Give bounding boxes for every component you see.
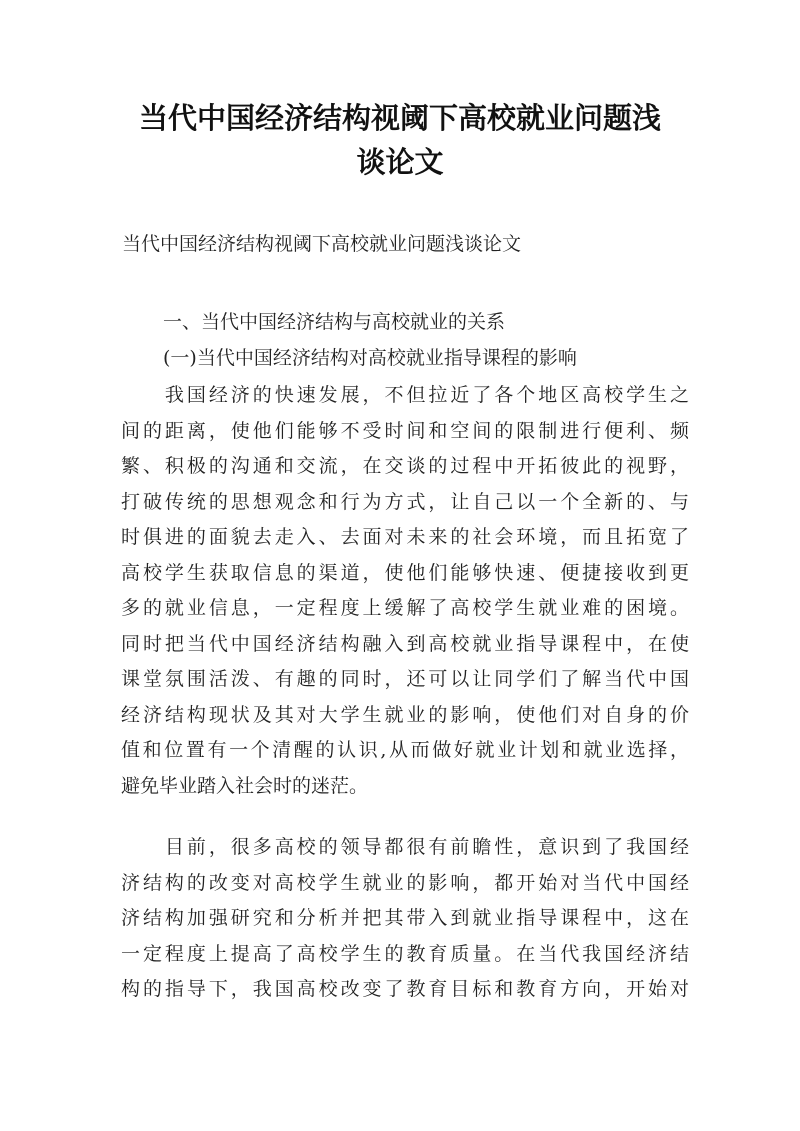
- paragraph-line: 间的距离，使他们能够不受时间和空间的限制进行便利、频: [121, 419, 689, 442]
- paragraph-line: 值和位置有一个清醒的认识,从而做好就业计划和就业选择，: [121, 739, 689, 761]
- paragraph-line: 时俱进的面貌去走入、去面对未来的社会环境，而且拓宽了: [121, 526, 689, 548]
- paragraph-line: 目前，很多高校的领导都很有前瞻性，意识到了我国经: [121, 836, 689, 858]
- section-heading: 一、当代中国经济结构与高校就业的关系: [163, 311, 506, 333]
- paragraph-line: 济结构的改变对高校学生就业的影响，都开始对当代中国经: [121, 871, 689, 894]
- paragraph-line: 打破传统的思想观念和行为方式，让自己以一个全新的、与: [121, 490, 689, 513]
- paragraph-line: 繁、积极的沟通和交流，在交谈的过程中开拓彼此的视野，: [121, 455, 689, 477]
- title-line-2: 谈论文: [356, 145, 444, 179]
- paragraph-line: 构的指导下，我国高校改变了教育目标和教育方向，开始对: [121, 978, 689, 1000]
- paragraph-2: [121, 830, 689, 1008]
- paragraph-line: 多的就业信息，一定程度上缓解了高校学生就业难的困境。: [121, 597, 689, 619]
- paragraph-line: 课堂氛围活泼、有趣的同时，还可以让同学们了解当代中国: [121, 668, 689, 690]
- document-subtitle: 当代中国经济结构视阈下高校就业问题浅谈论文: [122, 233, 522, 255]
- subsection-heading: (一)当代中国经济结构对高校就业指导课程的影响: [163, 347, 577, 369]
- paragraph-line: 一定程度上提高了高校学生的教育质量。在当代我国经济结: [121, 942, 689, 965]
- paragraph-line: 同时把当代中国经济结构融入到高校就业指导课程中，在使: [121, 632, 689, 655]
- document-title: [100, 96, 700, 184]
- paragraph-1: [121, 378, 689, 804]
- paragraph-line: 经济结构现状及其对大学生就业的影响，使他们对自身的价: [121, 703, 689, 726]
- title-line-1: 当代中国经济结构视阈下高校就业问题浅: [138, 101, 661, 135]
- paragraph-line: 济结构加强研究和分析并把其带入到就业指导课程中，这在: [121, 907, 689, 929]
- paragraph-line: 高校学生获取信息的渠道，使他们能够快速、便捷接收到更: [121, 561, 689, 584]
- paragraph-line: 避免毕业踏入社会时的迷茫。: [121, 774, 369, 797]
- paragraph-line: 我国经济的快速发展，不但拉近了各个地区高校学生之: [121, 384, 689, 406]
